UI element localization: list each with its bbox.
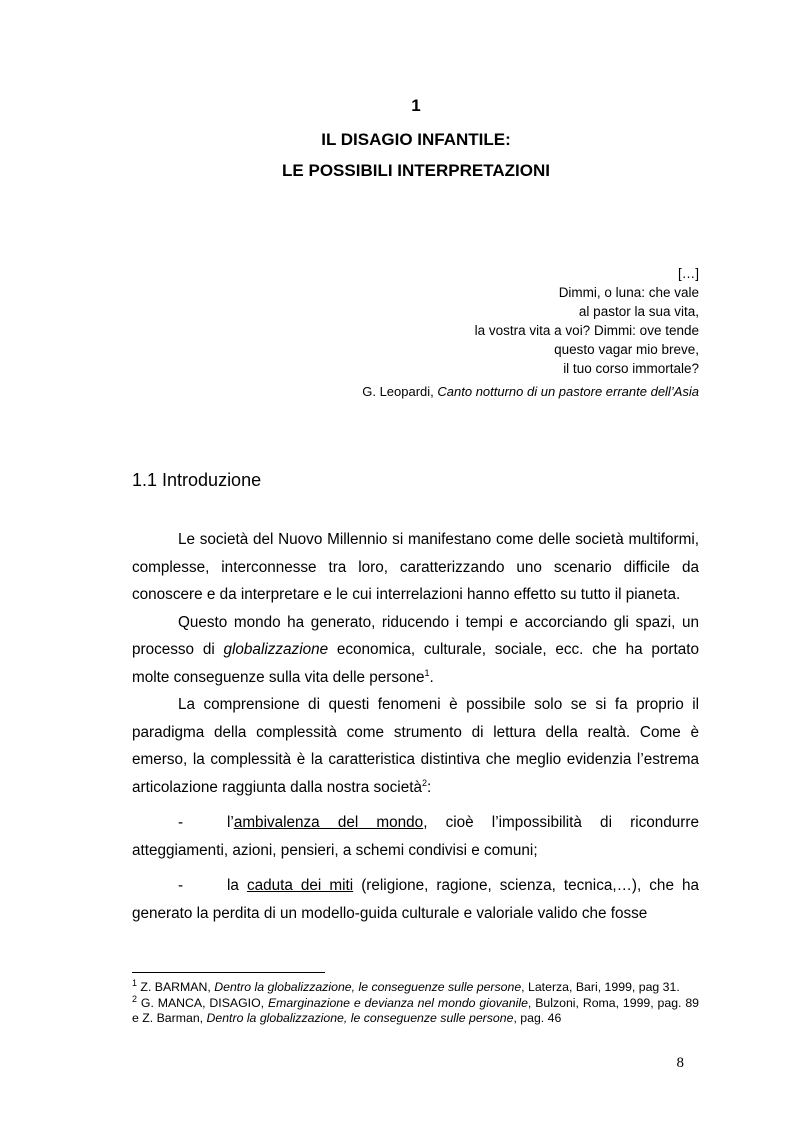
epigraph-line: Dimmi, o luna: che vale — [558, 285, 699, 300]
epigraph-line: […] — [677, 266, 699, 281]
text-run: economica, culturale, sociale, ecc. che ha portato molte conseguenze sulla vita delle persone — [132, 641, 699, 686]
paragraph — [132, 609, 699, 692]
footnote — [132, 977, 699, 996]
footnote-ref[interactable]: 2 — [421, 777, 427, 788]
epigraph-line: la vostra vita a voi? Dimmi: ove tende — [474, 323, 699, 338]
text-run: (religione, ragione, scienza, tecnica,…), che ha generato la perdita di un modello-guida culturale e valoriale valido che fosse — [132, 877, 700, 922]
text-run: La comprensione di questi fenomeni è possibile solo se si fa proprio il paradigma della complessità come strumento di lettura della realtà. Come è emerso, la complessità è la caratteristica distintiva che meglio evidenzia l’estrema articolazione raggiunta dalla nostra società — [132, 696, 699, 796]
text-run: G. MANCA, DISAGIO, — [137, 995, 268, 1010]
epigraph-line: al pastor la sua vita, — [578, 304, 699, 319]
footnote — [132, 993, 700, 1027]
emphasis: Emarginazione e devianza nel mondo giovanile — [267, 995, 528, 1010]
epigraph-attribution — [362, 384, 699, 399]
underlined-term: ambivalenza del mondo — [233, 814, 424, 831]
list-item — [132, 809, 699, 864]
text-run: l’ — [227, 814, 234, 831]
footnote-number: 2 — [132, 993, 138, 1004]
emphasis: Dentro la globalizzazione, le conseguenze sulle persone — [206, 1011, 514, 1025]
footnote-number: 1 — [132, 977, 138, 988]
text-run: la — [227, 877, 247, 894]
bullet-dash: - — [178, 877, 184, 894]
epigraph-author: G. Leopardi, — [362, 384, 438, 399]
bullet-dash: - — [178, 814, 184, 831]
text-run: , Bulzoni, Roma, 1999, pag. 89 e Z. Barman, — [132, 995, 700, 1025]
paragraph: Le società del Nuovo Millennio si manifestano come delle società multiformi, complesse, interconnesse tra loro, caratterizzando uno scenario difficile da conoscere e da interpretare e le cui interrelazioni hanno effetto su tutto il pianeta. — [132, 531, 699, 603]
text-run: , Laterza, Bari, 1999, pag 31. — [521, 980, 680, 994]
footnote-separator — [132, 972, 325, 973]
body-text — [132, 526, 699, 927]
text-run: Questo mondo ha generato, riducendo i tempi e accorciando gli spazi, un processo di — [132, 613, 699, 658]
text-run: . — [429, 668, 434, 686]
page-number: 8 — [676, 1055, 684, 1071]
epigraph-line: questo vagar mio breve, — [554, 342, 699, 357]
section-heading: 1.1 Introduzione — [132, 470, 262, 490]
emphasis: globalizzazione — [223, 641, 329, 658]
list-item — [132, 872, 699, 927]
footnote-ref[interactable]: 1 — [424, 667, 430, 678]
text-run: Z. BARMAN, — [137, 980, 215, 994]
chapter-title-line2: LE POSSIBILI INTERPRETAZIONI — [282, 161, 550, 180]
footnotes — [132, 977, 700, 1027]
epigraph-work: Canto notturno di un pastore errante dell’Asia — [437, 384, 699, 399]
epigraph — [475, 264, 699, 378]
underlined-term: caduta dei miti — [246, 877, 354, 894]
chapter-title-line1: IL DISAGIO INFANTILE: — [321, 130, 511, 149]
emphasis: Dentro la globalizzazione, le conseguenze sulle persone — [214, 980, 522, 994]
text-run: , pag. 46 — [513, 1011, 562, 1025]
paragraph — [132, 691, 699, 801]
text-run: , cioè l’impossibilità di ricondurre atteggiamenti, azioni, pensieri, a schemi condivisi e comuni; — [132, 814, 699, 859]
text-run: : — [426, 778, 432, 796]
chapter-number: 1 — [411, 96, 421, 115]
epigraph-line: il tuo corso immortale? — [563, 361, 699, 376]
